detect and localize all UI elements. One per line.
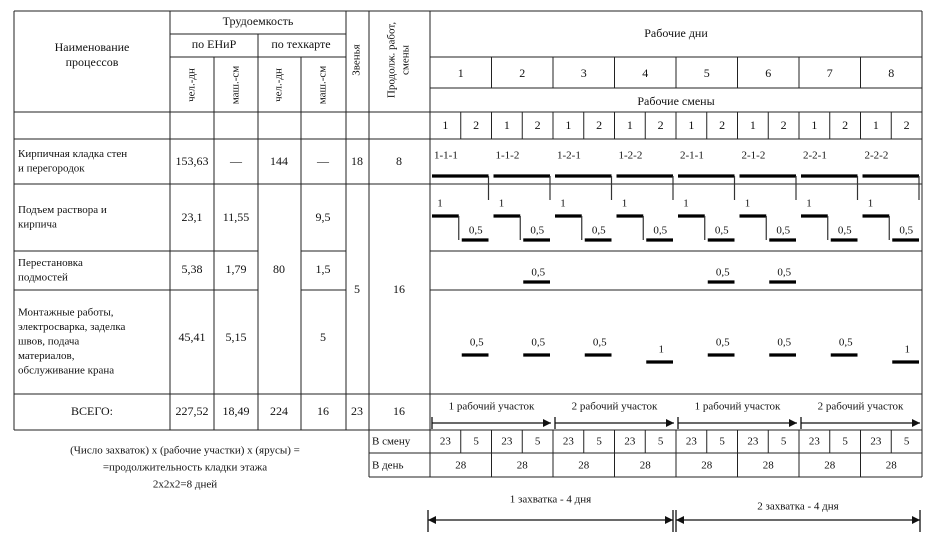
masonry-label: 2-2-1 xyxy=(803,149,827,162)
total-links: 23 xyxy=(351,403,363,418)
shift-number: 1 xyxy=(811,117,818,132)
header-machine-shifts: маш.-см xyxy=(229,65,242,105)
per-shift-value: 5 xyxy=(657,435,664,448)
process-name: материалов, xyxy=(18,350,75,363)
arrow-head xyxy=(665,516,673,524)
per-shift-value: 5 xyxy=(534,435,541,448)
header-work-shifts: Рабочие смены xyxy=(637,93,715,108)
shift-number: 2 xyxy=(719,117,726,132)
lift-label: 0,5 xyxy=(468,224,483,237)
header-man-days: чел.-дн xyxy=(185,68,198,102)
install-label: 0,5 xyxy=(715,336,730,349)
arrow-head xyxy=(666,419,674,427)
header-by-enir: по ЕНиР xyxy=(191,36,237,51)
header-by-techcard: по техкарте xyxy=(271,36,331,51)
header-machine-shifts: маш.-см xyxy=(316,65,329,105)
lift-label: 0,5 xyxy=(837,224,852,237)
value-tc-mach: 9,5 xyxy=(315,209,331,224)
shift-number: 2 xyxy=(473,117,480,132)
process-name: швов, подача xyxy=(18,335,80,348)
shift-number: 1 xyxy=(503,117,510,132)
lift-label: 1 xyxy=(744,197,751,210)
per-shift-value: 5 xyxy=(780,435,787,448)
lift-label: 1 xyxy=(437,197,443,210)
formula-line: =продолжительность кладки этажа xyxy=(102,461,268,474)
shift-number: 1 xyxy=(442,117,449,132)
per-shift-value: 5 xyxy=(842,435,848,448)
per-shift-value: 5 xyxy=(903,435,910,448)
lift-label: 0,5 xyxy=(653,224,668,237)
per-day-value: 28 xyxy=(885,459,897,472)
day-number: 2 xyxy=(519,65,526,80)
section-label: 2 рабочий участок xyxy=(571,400,658,413)
per-shift-value: 23 xyxy=(501,435,513,448)
shift-number: 1 xyxy=(749,117,756,132)
value-enir-man: 5,38 xyxy=(181,261,203,276)
masonry-label: 2-2-2 xyxy=(864,149,889,162)
per-shift-value: 23 xyxy=(624,435,636,448)
lift-label: 1 xyxy=(867,197,874,210)
day-number: 8 xyxy=(888,65,895,80)
header-man-days: чел.-дн xyxy=(272,68,285,102)
install-label: 0,5 xyxy=(592,336,607,349)
per-shift-value: 23 xyxy=(808,435,820,448)
lift-label: 0,5 xyxy=(776,224,791,237)
install-label: 0,5 xyxy=(777,336,792,349)
per-day-value: 28 xyxy=(455,459,467,472)
header-name-col: Наименование xyxy=(54,39,130,54)
masonry-label: 2-1-2 xyxy=(741,149,766,162)
arrow-head xyxy=(789,419,797,427)
masonry-label: 1-1-2 xyxy=(495,149,520,162)
header-name-col: процессов xyxy=(65,54,119,69)
install-label: 0,5 xyxy=(469,336,484,349)
install-label: 0,5 xyxy=(531,336,546,349)
lift-label: 0,5 xyxy=(530,224,545,237)
shift-number: 1 xyxy=(688,117,695,132)
header-duration: смены xyxy=(399,44,412,76)
per-shift-value: 23 xyxy=(562,435,574,448)
install-label: 1 xyxy=(904,343,910,356)
per-day-value: 28 xyxy=(824,459,836,472)
per-day-value: 28 xyxy=(762,459,774,472)
lift-label: 1 xyxy=(621,197,628,210)
process-name: Кирпичная кладка стен xyxy=(18,147,128,160)
shift-number: 2 xyxy=(534,117,541,132)
value-enir-mach: 5,15 xyxy=(225,329,247,344)
process-name: и перегородок xyxy=(18,162,85,175)
per-shift-value: 5 xyxy=(473,435,479,448)
section-label: 1 рабочий участок xyxy=(694,400,781,413)
install-label: 0,5 xyxy=(838,336,853,349)
per-day-value: 28 xyxy=(516,459,528,472)
process-name: электросварка, заделка xyxy=(18,321,126,334)
value-tc-man: 80 xyxy=(273,261,285,276)
formula-line: 2х2х2=8 дней xyxy=(152,478,218,491)
masonry-label: 1-2-2 xyxy=(618,149,643,162)
masonry-label: 1-2-1 xyxy=(557,149,581,162)
process-name: обслуживание крана xyxy=(18,364,115,377)
section-label: 1 рабочий участок xyxy=(448,400,535,413)
day-number: 5 xyxy=(703,65,710,80)
arrow-head xyxy=(912,419,920,427)
value-enir-mach: 11,55 xyxy=(222,209,250,224)
value-links: 5 xyxy=(354,281,360,296)
shift-number: 2 xyxy=(842,117,849,132)
value-duration: 16 xyxy=(393,281,405,296)
scaffold-label: 0,5 xyxy=(531,266,546,279)
total-tc-mach: 16 xyxy=(317,403,329,418)
value-tc-mach: 5 xyxy=(320,329,326,344)
header-links: Звенья xyxy=(350,44,363,76)
value-duration: 8 xyxy=(396,153,402,168)
per-shift-value: 23 xyxy=(870,435,882,448)
value-enir-man: 45,41 xyxy=(178,329,206,344)
arrow-head xyxy=(543,419,551,427)
per-shift-value: 23 xyxy=(685,435,697,448)
per-shift-value: 5 xyxy=(719,435,725,448)
install-label: 1 xyxy=(658,343,664,356)
grip-label: 2 захватка - 4 дня xyxy=(757,500,839,513)
value-links: 18 xyxy=(351,153,363,168)
per-day-value: 28 xyxy=(701,459,713,472)
masonry-label: 1-1-1 xyxy=(434,149,458,162)
value-tc-mach: — xyxy=(317,153,329,168)
lift-label: 0,5 xyxy=(591,224,606,237)
shift-number: 1 xyxy=(872,117,879,132)
lift-label: 1 xyxy=(806,197,812,210)
total-enir-mach: 18,49 xyxy=(222,403,250,418)
shift-number: 1 xyxy=(565,117,572,132)
per-shift-value: 5 xyxy=(596,435,602,448)
process-name: Монтажные работы, xyxy=(18,306,114,319)
lift-label: 0,5 xyxy=(899,224,914,237)
total-label: ВСЕГО: xyxy=(71,403,113,418)
table-texts xyxy=(18,14,914,513)
shift-number: 2 xyxy=(657,117,664,132)
value-enir-man: 23,1 xyxy=(181,209,203,224)
formula-line: (Число захваток) х (рабочие участки) х (ярусы) = xyxy=(70,444,300,457)
process-name: подмостей xyxy=(18,271,68,284)
day-number: 3 xyxy=(580,65,587,80)
per-shift-value: 23 xyxy=(439,435,451,448)
day-number: 6 xyxy=(765,65,772,80)
header-work-days: Рабочие дни xyxy=(644,25,708,40)
process-name: Подъем раствора и xyxy=(18,203,107,216)
value-tc-mach: 1,5 xyxy=(315,261,331,276)
per-shift-label: В смену xyxy=(372,435,411,448)
shift-number: 1 xyxy=(626,117,633,132)
scaffold-label: 0,5 xyxy=(715,266,730,279)
lift-label: 1 xyxy=(560,197,566,210)
day-number: 1 xyxy=(457,65,464,80)
value-enir-mach: — xyxy=(230,153,242,168)
scaffold-label: 0,5 xyxy=(777,266,792,279)
per-day-value: 28 xyxy=(639,459,651,472)
total-enir-man: 227,52 xyxy=(175,403,209,418)
process-name: Перестановка xyxy=(18,256,83,269)
shift-number: 2 xyxy=(780,117,787,132)
header-duration: Продолж. работ, xyxy=(385,21,398,99)
total-tc-man: 224 xyxy=(270,403,288,418)
shift-number: 2 xyxy=(596,117,603,132)
value-tc-man: 144 xyxy=(270,153,288,168)
day-number: 7 xyxy=(826,65,833,80)
section-label: 2 рабочий участок xyxy=(817,400,904,413)
per-day-label: В день xyxy=(372,459,404,472)
lift-label: 1 xyxy=(498,197,505,210)
per-day-value: 28 xyxy=(578,459,590,472)
value-enir-man: 153,63 xyxy=(175,153,209,168)
arrow-head xyxy=(912,516,920,524)
total-duration: 16 xyxy=(393,403,405,418)
lift-label: 0,5 xyxy=(714,224,729,237)
arrow-head xyxy=(676,516,684,524)
value-enir-mach: 1,79 xyxy=(225,261,247,276)
arrow-head xyxy=(428,516,436,524)
shift-number: 2 xyxy=(903,117,910,132)
header-labor: Трудоемкость xyxy=(222,13,294,28)
process-name: кирпича xyxy=(18,218,57,231)
lift-label: 1 xyxy=(683,197,689,210)
masonry-label: 2-1-1 xyxy=(680,149,704,162)
grip-label: 1 захватка - 4 дня xyxy=(509,493,592,506)
day-number: 4 xyxy=(642,65,649,80)
per-shift-value: 23 xyxy=(747,435,759,448)
